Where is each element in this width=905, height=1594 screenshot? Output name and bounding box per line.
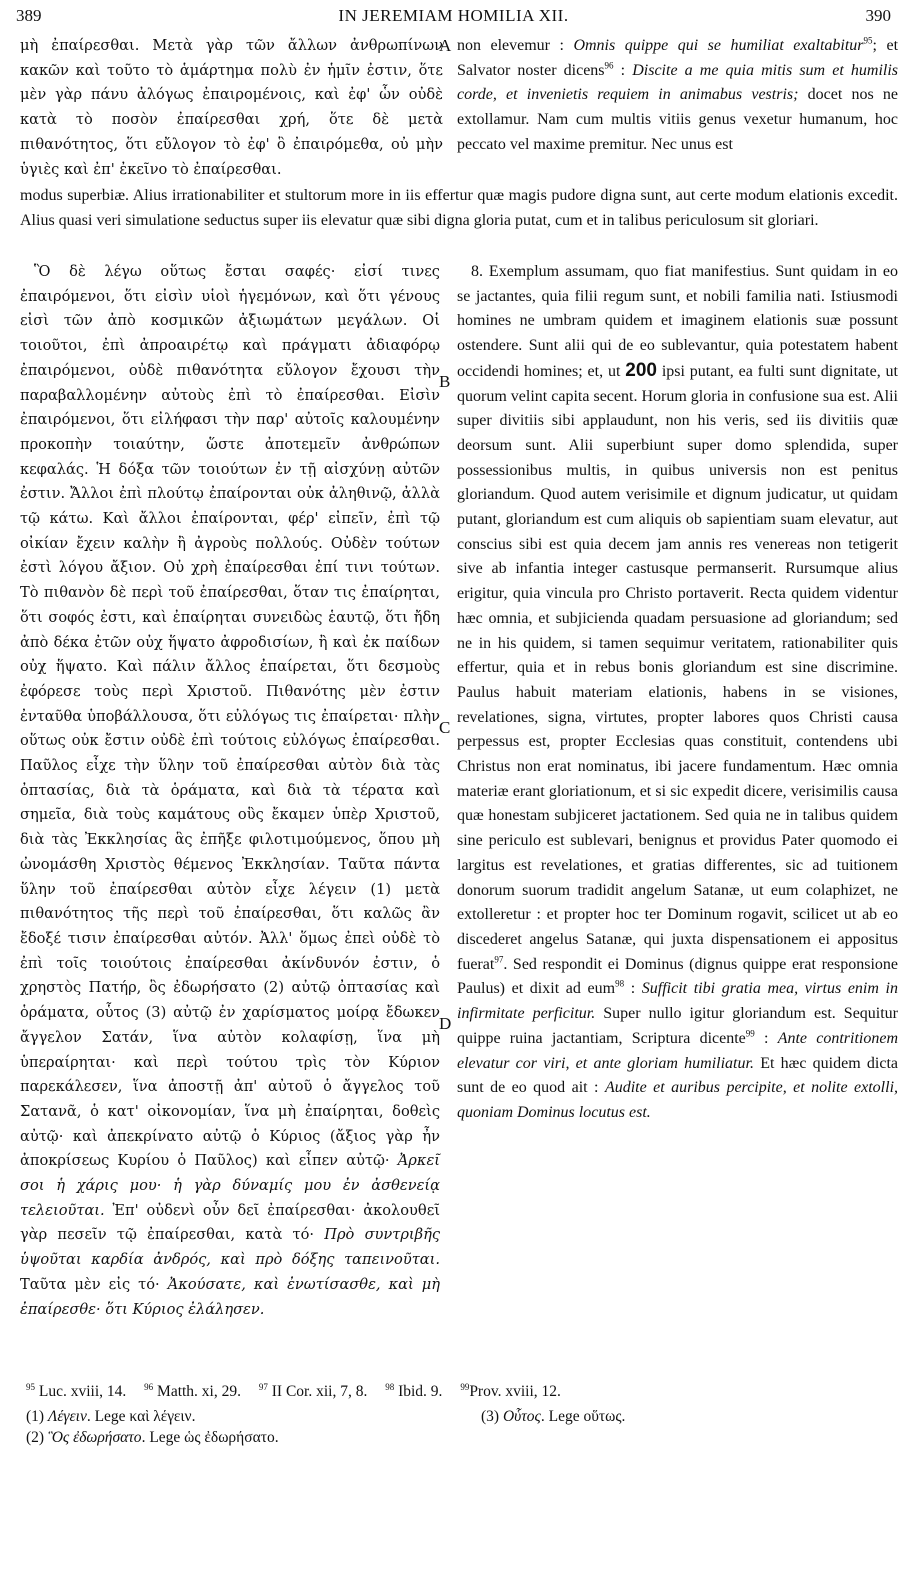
running-header [16,6,891,32]
reference: $^{96}$ Matth. xi, 29. [144,1381,241,1400]
running-title: IN JEREMIAM HOMILIA XII. [338,6,569,25]
text-run: 8. Exemplum assumam, quo fiat manifestius. Sunt quidam in eo se jactantes, quia filii regum sunt, et nobili familia nati. Istiusmodi homines ne umbram quidem et imaginem elationis suæ possunt ostendere. Sunt alii qui de eo sublevantur, quia potestatem habent occidendi homines; et, ut [457,263,898,380]
latin-paragraph: modus superbiæ. Alius irrationabiliter et stultorum more in iis effertur quæ magis pudore digna sunt, aut certe modum elationis excedit. Alius quasi veri simulatione seductus super iis elevatur quæ sibi digna gloria putat, cum et in talibus periculosum sit gloriari. [20,187,898,229]
text-run: non elevemur : [457,37,574,54]
note-1: (1) Λέγειν. Lege καὶ λέγειν. [26,1408,196,1425]
scripture-quote: Πρὸ συντριβῆς ὑψοῦται καρδία ἀνδρός, καὶ πρὸ δόξης ταπεινοῦται. [20,1226,440,1269]
margin-marker-c: C [439,718,451,737]
footnote-ref: 98 [615,979,625,990]
scripture-quote: Ἀρκεῖ σοι ἡ χάρις μου· ἡ γὰρ δύναμίς μου ἐν ἀσθενείᾳ τελειοῦται. [20,1152,440,1219]
scripture-quote: Discite a me quia mitis sum et humilis corde, et invenietis requiem in animabus vestris; [457,61,899,104]
scripture-references [26,1381,896,1402]
column-number: 200 [625,359,657,381]
reference: $^{99}$Prov. xviii, 12. [460,1381,561,1400]
scripture-quote: Omnis quippe qui se humiliat exaltabitur [573,37,864,54]
greek-column-top [20,34,443,182]
text-run: : [754,1029,778,1047]
text-run: Et hæc quidem dicta sunt de eo quod ait : [457,1054,899,1097]
text-run: docet nos ne extollamur. Nam cum multis vitiis genus vexetur humanum, hoc peccato vel maxime premitur. Nec unus est [457,86,898,153]
text-run: Ἐπ' οὐδενὶ οὖν δεῖ ἐπαίρεσθαι· ἀκολουθεῖ γὰρ πεσεῖν τῷ ἐπαίρεσθαι, κατὰ τό· [20,1201,440,1244]
left-page-number: 389 [16,6,42,25]
text-run: : [624,980,642,998]
note-2: (2) Ὃς ἐδωρήσατο. Lege ὡς ἐδωρήσατο. [26,1429,279,1446]
latin-full-width [20,184,898,233]
text-run: : [613,61,633,79]
text-run: Ταῦτα μὲν εἰς τό· [20,1275,168,1293]
reference: $^{98}$ Ibid. 9. [385,1381,443,1400]
reference: $^{95}$ Luc. xviii, 14. [26,1381,127,1400]
reference: $^{97}$ II Cor. xii, 7, 8. [258,1381,368,1400]
note-3: (3) Οὗτος. Lege οὕτως. [481,1408,626,1425]
latin-paragraph [457,260,898,1126]
footnote-ref: 99 [745,1028,755,1039]
scripture-quote: Audite et auribus percipite, et nolite extolli, quoniam Dominus locutus est. [457,1079,899,1121]
latin-column-main [457,260,898,1126]
critical-notes [26,1406,896,1448]
greek-column-main [20,260,440,1322]
scripture-quote: Ante contritionem elevatur cor viri, et ante gloriam humiliatur. [457,1029,898,1072]
footnote-ref: 97 [494,954,504,965]
margin-marker-d: D [439,1014,452,1033]
text-run: Ὃ δὲ λέγω οὕτως ἔσται σαφές· εἰσί τινες ἐπαιρόμενοι, ὅτι εἰσὶν υἱοὶ ἡγεμόνων, καὶ ὅτι γένους εἰσὶ τῶν ἀπὸ κοσμικῶν ἀξιωμάτων μεγάλων. Οἱ τοιοῦτοι, ἐπὶ ἀπροαιρέτῳ καὶ πράγματι ἀδιαφόρῳ ἐπαιρόμενοι, οὐδὲ πιθανότητα εὔλογον ἔχουσι τὴν παραβαλλομένην αὐτοὺς ἐπὶ τὸ ἐπαίρεσθαι. Εἰσὶν ἐπαιρόμενοι, ὅτι εἰλήφασι τὴν παρ' αὐτοῖς καλουμένην προκοπὴν τοιαύτην, ὥστε ἀποτεμεῖν ἀνθρώπων κεφαλάς. Ἡ δόξα τῶν τοιούτων ἐν τῇ αἰσχύνῃ αὐτῶν ἐστιν. Ἄλλοι ἐπὶ πλούτῳ ἐπαίρονται οὐκ ἀληθινῷ, ἀλλὰ τῷ κάτω. Καὶ ἄλλοι ἐπαίρονται, φέρ' εἰπεῖν, ἐπὶ τῷ οἰκίαν ἔχειν καλὴν ἢ ἀγροὺς πολλούς. Οὐδὲν τούτων ἐστὶ λόγου ἄξιον. Οὐ χρὴ ἐπαίρεσθαι ἐπί τινι τούτων. Τὸ πιθανὸν δὲ περὶ τοῦ ἐπαίρεσθαι, ὅταν τις ἐπαίρηται, ὅτι σοφός ἐστι, καὶ ἐπαίρηται συνειδὼς ἑαυτῷ, ὅτι ἤδη ἀπὸ δέκα ἐτῶν οὐχ ἥψατο ἀφροδισίων, ἢ καὶ ἐκ παίδων οὐχ ἥψατο. Καὶ πάλιν ἄλλος ἐπαίρεται, ὅτι δεσμοὺς ἐφόρεσε τοὺς περὶ Χριστοῦ. Πιθανότης μὲν ἐστιν ἐνταῦθα ὑποβάλλουσα, ὅτι εὐλόγως τις ἐπαίρεται· πλὴν οὕτως οὐκ ἔστιν οὐδὲ ἐπὶ τούτοις εὐλόγως ἐπαίρεσθαι. Παῦλος εἶχε τὴν ὕλην τοῦ ἐπαίρεσθαι αὐτὸν διὰ τὰς ὀπτασίας, διὰ τὰ ὁράματα, καὶ διὰ τὰ τέρατα καὶ σημεῖα, διὰ τοὺς καμάτους οὓς ἔκαμεν ὑπὲρ Χριστοῦ, διὰ τὰς Ἐκκλησίας ἃς ἐπῆξε φιλοτιμούμενος, ὅπου μὴ ὠνομάσθη Χριστὸς θέμενος Ἐκκλησίαν. Ταῦτα πάντα ὕλην τοῦ ἐπαίρεσθαι αὐτὸν εἶχε λέγειν (1) μετὰ πιθανότητος τῆς περὶ τοῦ ἐπαίρεσθαι, ὅτι καλῶς ἂν ἔδοξέ τισιν ἐπαίρεσθαι αὐτόν. Ἀλλ' ὅμως ἐπεὶ οὐδὲ τὸ ἐπὶ τοῖς τοιούτοις ἐπαίρεσθαι ἀκίνδυνόν ἐστιν, ὁ χρηστὸς Πατήρ, ὃς ἐδωρήσατο (2) αὐτῷ ὀπτασίας καὶ ὁράματα, οὗτος (3) αὐτῷ ἐν χαρίσματος μοίρᾳ ἔδωκεν ἄγγελον Σατάν, ἵνα αὐτὸν κολαφίσῃ, ἵνα μὴ ὑπεραίρηται· καὶ περὶ τούτου τρὶς τὸν Κύριον παρεκάλεσεν, ἵνα ἀποστῇ ἀπ' αὐτοῦ ὁ ἄγγελος τοῦ Σατανᾶ, ὁ κατ' οἰκονομίαν, ἵνα μὴ ἐπαίρηται, δοθεὶς αὐτῷ· καὶ ἀπεκρίνατο αὐτῷ ὁ Κύριος (ἄξιος γὰρ ἦν ἀποκρίσεως Κυρίου ὁ Παῦλος) καὶ εἶπεν αὐτῷ· [20,263,440,1170]
text-run: ; et Salvator noster dicens [457,37,899,79]
footnotes [26,1381,896,1448]
latin-paragraph [457,34,898,158]
scripture-quote: Ἀκούσατε, καὶ ἐνωτίσασθε, καὶ μὴ ἐπαίρεσθε· ὅτι Κύριος ἐλάλησεν. [20,1275,441,1318]
margin-marker-b: B [439,372,451,391]
scripture-quote: Sufficit tibi gratia mea, virtus enim in infirmitate perficitur. [457,980,899,1023]
latin-column-top [457,34,898,158]
footnote-ref: 96 [604,60,614,71]
text-run: ipsi putant, ea fulti sunt dignitate, ut quorum velint capita secent. Horum gloria in confusione sua est. Alii super divitiis sibi applaudunt, non his veris, sed iis divitiis quæ deorsum sunt. Alii superbiunt super domo splendida, super possessionibus multis, in quibus universis non est penitus gloriandum. Quod autem verisimile et dignum judicatur, ut quidam putant, gloriandum est cum aliquis ob sapientiam suam elevatur, aut conscius sibi est quia decem jam annis res venereas non tetigerit sive ab infantia integer castusque permanserit. Rursumque alius erigitur, quia vincula pro Christo portaverit. Recta quidem videntur hæc omnia, et subjicienda quadam persuasione ad gloriandum; sed ne in his quidem, si tamen sequimur veritatem, rationabiliter quis effertur, quia et in rebus bonis gloriandum est sine discrimine. Paulus habuit materiam elationis, habens in se visiones, revelationes, signa, virtutes, propter labores quos Christi causa perpessus est, propter Ecclesias quas constituit, contendens ubi Christus non erat nominatus, ibi jacere fundamentum. Hæc omnia materiæ erant gloriationum, et si sic expedit dicere, verisimilis causa quæ honestam subjiceret jactationem. Sed quia ne in talibus quidem sine periculo est sublevari, benignus et providus Pater quomodo ei largitus est revelationes, et gratias differentes, sic ad tuitionem donorum suorum tradidit angelum Satanæ, ut eum colaphizet, ne extolleretur : et propter hoc ter Dominum rogavit, scilicet ut ab eo discederet angelus Satanæ, qui juxta dispensationem ei appositus fuerat [457,362,899,973]
greek-paragraph: μὴ ἐπαίρεσθαι. Μετὰ γὰρ τῶν ἄλλων ἀνθρωπίνων κακῶν καὶ τοῦτο τὸ ἁμάρτημα πολὺ ἐν ἡμῖν ἐστιν, ὅτε μὲν γὰρ πάνυ ἀλόγως ἐπαιρομένοις, καὶ ἐφ' ὧν οὐδὲ κατὰ τὸ ποσὸν ἐπαίρεσθαι χρή, ὅτε δὲ μετὰ πιθανότητος, ὅτι εὔλογον τὸ ἐφ' ὃ ἐπαιρόμεθα, οὐ μὴν ὑγιὲς καὶ ἐπ' ἐκεῖνο τὸ ἐπαίρεσθαι. [20,37,443,178]
footnote-ref: 95 [863,35,873,46]
text-run: Super nullo igitur gloriandum est. Sequitur quippe ruina jactantiam, Scriptura dicente [457,1005,899,1047]
greek-paragraph [20,260,440,1322]
text-run: . Sed respondit ei Dominus (dignus quippe erat responsione Paulus) et dixit ad eum [457,955,898,998]
margin-marker-a: A [439,36,452,55]
right-page-number: 390 [865,6,891,25]
